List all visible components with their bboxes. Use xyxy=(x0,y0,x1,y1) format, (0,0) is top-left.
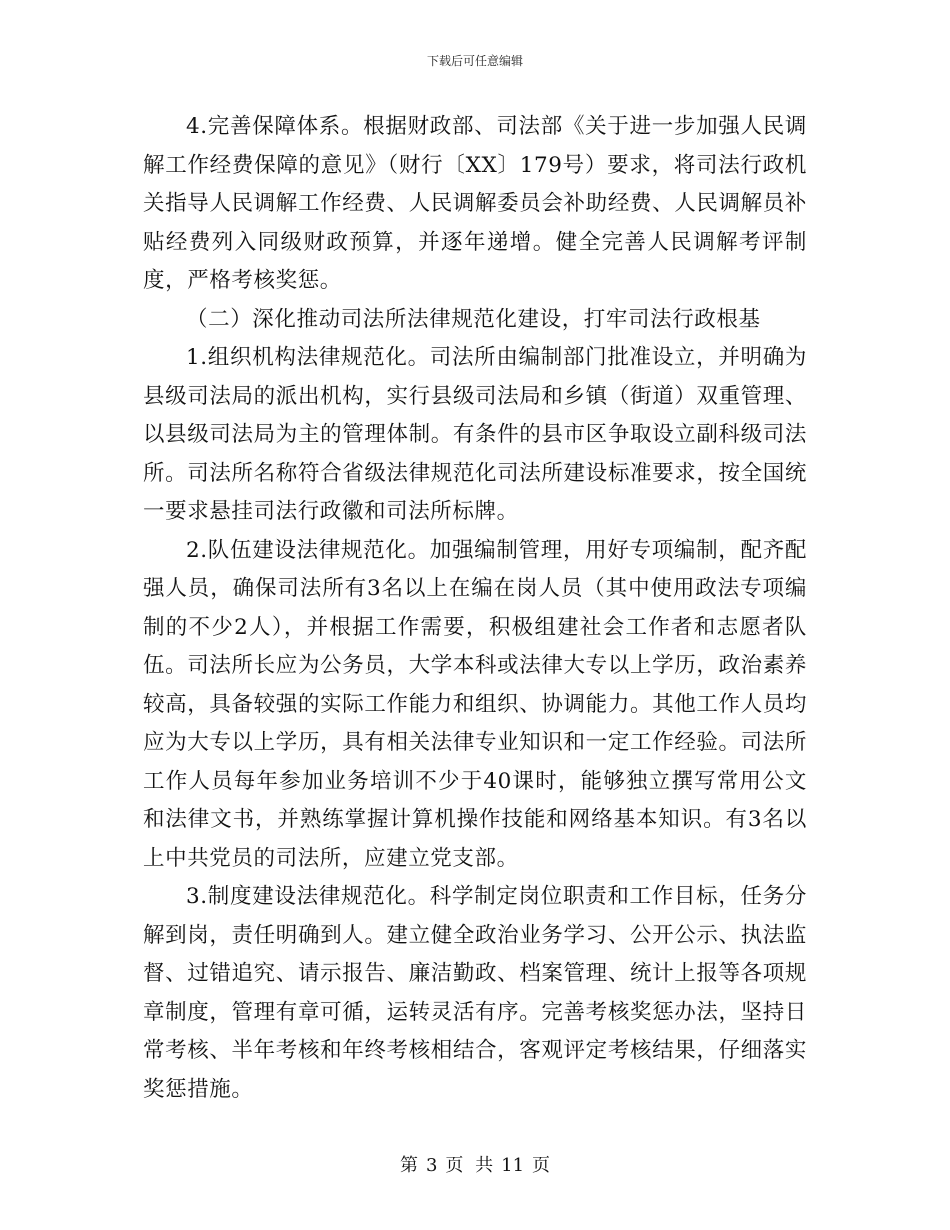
paragraph-guarantee-system: 4.完善保障体系。根据财政部、司法部《关于进一步加强人民调解工作经费保障的意见》（财行〔XX〕179号）要求，将司法行政机关指导人民调解工作经费、人民调解委员会补助经费、人民调解员补贴经费列入同级财政预算，并逐年递增。健全完善人民调解考评制度，严格考核奖惩。 xyxy=(143,114,807,293)
paragraph-team-building: 2.队伍建设法律规范化。加强编制管理，用好专项编制，配齐配强人员，确保司法所有3名以上在编在岗人员（其中使用政法专项编制的不少2人），并根据工作需要，积极组建社会工作者和志愿者队伍。司法所长应为公务员，大学本科或法律大专以上学历，政治素养较高，具备较强的实际工作能力和组织、协调能力。其他工作人员均应为大专以上学历，具有相关法律专业知识和一定工作经验。司法所工作人员每年参加业务培训不少于40课时，能够独立撰写常用公文和法律文书，并熟练掌握计算机操作技能和网络基本知识。有3名以上中共党员的司法所，应建立党支部。 xyxy=(143,537,807,871)
footer-label-page: 第 xyxy=(399,1155,418,1176)
footer-label-end: 页 xyxy=(532,1155,551,1176)
document-body xyxy=(143,108,807,1109)
footer-current-page: 3 xyxy=(425,1155,438,1176)
page-header: 下载后可任意编辑 xyxy=(426,54,523,68)
section-heading-judicial-office: （二）深化推动司法所法律规范化建设，打牢司法行政根基 xyxy=(186,306,761,332)
page-footer xyxy=(0,1156,950,1176)
paragraph-organization: 1.组织机构法律规范化。司法所由编制部门批准设立，并明确为县级司法局的派出机构，实行县级司法局和乡镇（街道）双重管理、以县级司法局为主的管理体制。有条件的县市区争取设立副科级司法所。司法所名称符合省级法律规范化司法所建设标准要求，按全国统一要求悬挂司法行政徽和司法所标牌。 xyxy=(143,345,807,524)
paragraph-system-building: 3.制度建设法律规范化。科学制定岗位职责和工作目标，任务分解到岗，责任明确到人。建立健全政治业务学习、公开公示、执法监督、过错追究、请示报告、廉洁勤政、档案管理、统计上报等各项规章制度，管理有章可循，运转灵活有序。完善考核奖惩办法，坚持日常考核、半年考核和年终考核相结合，客观评定考核结果，仔细落实奖惩措施。 xyxy=(143,884,807,1102)
footer-label-of: 页 共 xyxy=(445,1155,494,1176)
footer-total-pages: 11 xyxy=(501,1155,525,1176)
